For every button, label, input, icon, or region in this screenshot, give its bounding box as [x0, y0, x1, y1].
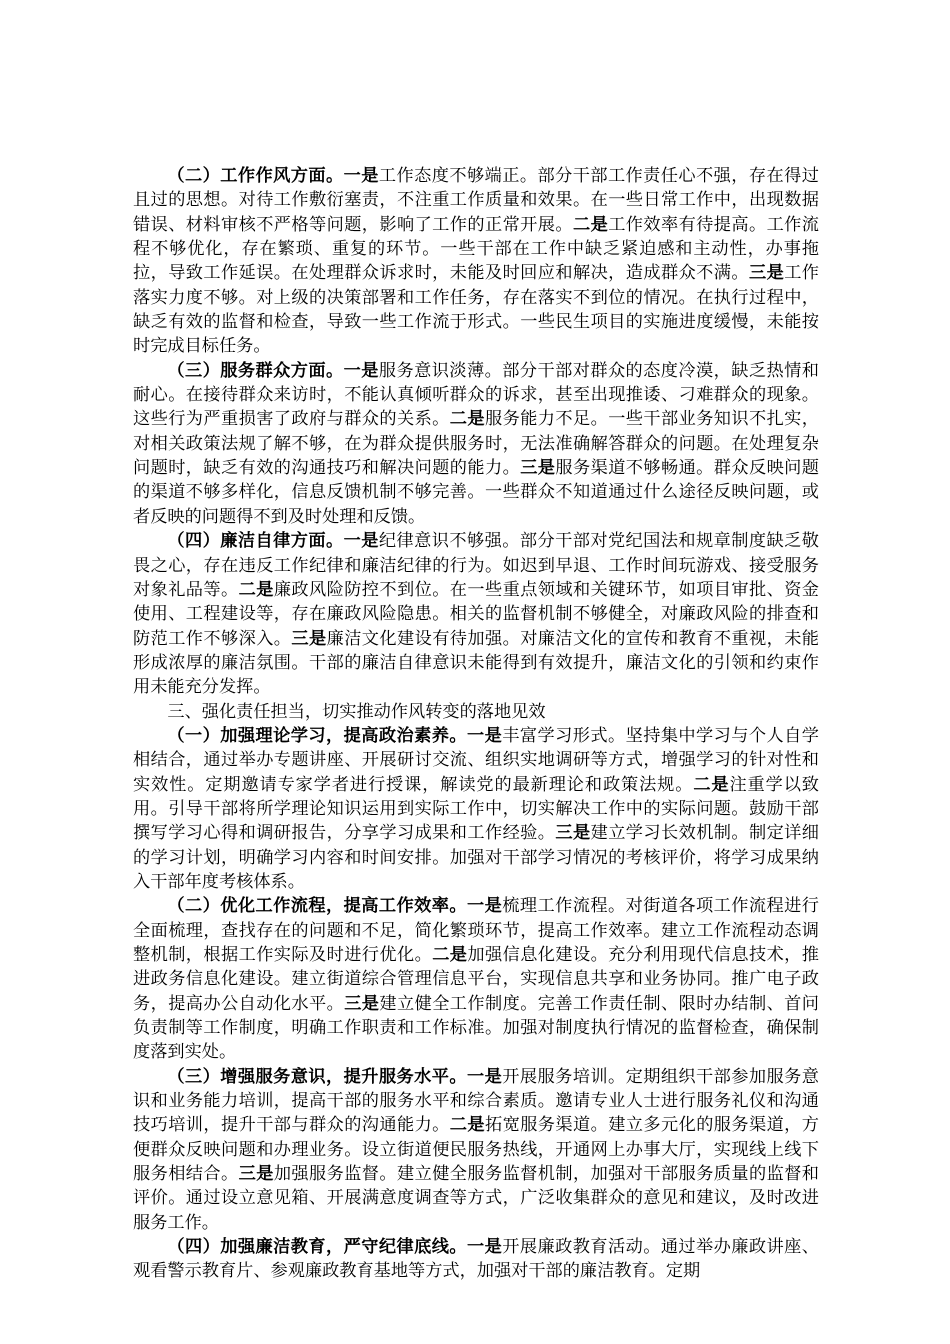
text-run: 开展服务培训。定期组织干部参加服务意识和业务能力培训，提高干部的服务水平和综合素质。邀请专业人士进行服务礼仪和沟通技巧培训，提升干部与群众的沟通能力。 [133, 1066, 819, 1136]
text-run: 建立健全工作制度。完善工作责任制、限时办结制、首问负责制等工作制度，明确工作职责和工作标准。加强对制度执行情况的监督检查，确保制度落到实处。 [133, 993, 819, 1063]
text-run: 拓宽服务渠道。建立多元化的服务渠道，方便群众反映问题和办理业务。设立街道便民服务热线，开通网上办事大厅，实现线上线下服务相结合。 [133, 1115, 819, 1185]
bold-text-run: 三是 [344, 993, 380, 1014]
text-run: 服务能力不足。一些干部业务知识不扎实，对相关政策法规了解不够，在为群众提供服务时，无法准确解答群众的问题。在处理复杂问题时，缺乏有效的沟通技巧和解决问题的能力。 [133, 409, 819, 479]
bold-text-run: 一是 [466, 1066, 503, 1087]
bold-text-run: （三）服务群众方面。 [167, 360, 344, 381]
body-paragraph [133, 724, 819, 894]
bold-text-run: 一是 [343, 531, 379, 552]
document-page [133, 164, 819, 1284]
bold-text-run: 二是 [693, 774, 730, 795]
bold-text-run: 二是 [449, 409, 485, 430]
text-run: 注重学以致用。引导干部将所学理论知识运用到实际工作中，切实解决工作中的实际问题。鼓励干部撰写学习心得和调研报告，分享学习成果和工作经验。 [133, 774, 819, 844]
bold-text-run: 二是 [432, 945, 468, 965]
bold-text-run: （四）加强廉洁教育，严守纪律底线。 [167, 1237, 467, 1258]
text-run: 服务意识淡薄。部分干部对群众的态度冷漠，缺乏热情和耐心。在接待群众来访时，不能认真倾听群众的诉求，甚至出现推诿、刁难群众的现象。这些行为严重损害了政府与群众的关系。 [133, 360, 819, 430]
bold-text-run: （一）加强理论学习，提高政治素养。 [167, 725, 467, 746]
bold-text-run: （四）廉洁自律方面。 [167, 531, 344, 552]
body-paragraph [133, 1235, 819, 1284]
text-run: 服务渠道不够畅通。群众反映问题的渠道不够多样化，信息反馈机制不够完善。一些群众不知道通过什么途径反映问题，或者反映的问题得不到及时处理和反馈。 [133, 458, 819, 527]
text-run: 加强服务监督。建立健全服务监督机制，加强对干部服务质量的监督和评价。通过设立意见箱、开展满意度调查等方式，广泛收集群众的意见和建议，及时改进服务工作。 [133, 1164, 819, 1233]
bold-text-run: 三是 [291, 628, 327, 649]
text-run: 纪律意识不够强。部分干部对党纪国法和规章制度缺乏敬畏之心，存在违反工作纪律和廉洁纪律的行为。如迟到早退、工作时间玩游戏、接受服务对象礼品等。 [133, 531, 819, 600]
text-run: 开展廉政教育活动。通过举办廉政讲座、观看警示教育片、参观廉政教育基地等方式，加强对干部的廉洁教育。定期 [133, 1237, 819, 1282]
section-heading [133, 700, 819, 724]
bold-text-run: （二）优化工作流程，提高工作效率。 [167, 896, 467, 917]
text-run: 三、强化责任担当，切实推动作风转变的落地见效 [167, 701, 546, 722]
text-run: 工作效率有待提高。工作流程不够优化，存在繁琐、重复的环节。一些干部在工作中缺乏紧迫感和主动性，办事拖拉，导致工作延误。在处理群众诉求时，未能及时回应和解决，造成群众不满。 [133, 214, 819, 284]
bold-text-run: 二是 [449, 1115, 485, 1136]
body-paragraph [133, 894, 819, 1064]
bold-text-run: 二是 [572, 214, 609, 235]
bold-text-run: （三）增强服务意识，提升服务水平。 [167, 1066, 467, 1087]
bold-text-run: 一是 [343, 166, 379, 186]
bold-text-run: 三是 [555, 823, 591, 844]
body-paragraph [133, 1065, 819, 1235]
text-run: 工作态度不够端正。部分干部工作责任心不强，存在得过且过的思想。对待工作敷衍塞责，不注重工作质量和效果。在一些日常工作中，出现数据错误、材料审核不严格等问题，影响了工作的正常开展。 [133, 166, 819, 235]
text-run: 建立学习长效机制。制定详细的学习计划，明确学习内容和时间安排。加强对干部学习情况的考核评价，将学习成果纳入干部年度考核体系。 [133, 823, 819, 892]
body-paragraph [133, 359, 819, 529]
bold-text-run: 二是 [238, 579, 274, 600]
text-run: 工作落实力度不够。对上级的决策部署和工作任务，存在落实不到位的情况。在执行过程中，缺乏有效的监督和检查，导致一些工作流于形式。一些民生项目的实施进度缓慢，未能按时完成目标任务。 [133, 263, 819, 357]
text-run: 梳理工作流程。对街道各项工作流程进行全面梳理，查找存在的问题和不足，简化繁琐环节，提高工作效率。建立工作流程动态调整机制，根据工作实际及时进行优化。 [133, 896, 819, 965]
bold-text-run: 三是 [238, 1164, 274, 1185]
bold-text-run: 一是 [466, 1237, 503, 1258]
bold-text-run: 一是 [466, 896, 503, 917]
body-paragraph [133, 164, 819, 359]
text-run: 廉洁文化建设有待加强。对廉洁文化的宣传和教育不重视，未能形成浓厚的廉洁氛围。干部的廉洁自律意识未能得到有效提升，廉洁文化的引领和约束作用未能充分发挥。 [133, 628, 819, 698]
text-run: 廉政风险防控不到位。在一些重点领域和关键环节，如项目审批、资金使用、工程建设等，存在廉政风险隐患。相关的监督机制不够健全，对廉政风险的排查和防范工作不够深入。 [133, 579, 819, 649]
bold-text-run: 一是 [343, 360, 379, 381]
bold-text-run: 一是 [466, 725, 503, 746]
bold-text-run: 三是 [520, 458, 556, 479]
bold-text-run: （二）工作作风方面。 [167, 166, 344, 186]
bold-text-run: 三是 [748, 263, 785, 284]
text-run: 加强信息化建设。充分利用现代信息技术，推进政务信息化建设。建立街道综合管理信息平台，实现信息共享和业务协同。推广电子政务，提高办公自动化水平。 [133, 945, 819, 1014]
text-run: 丰富学习形式。坚持集中学习与个人自学相结合，通过举办专题讲座、开展研讨交流、组织实地调研等方式，增强学习的针对性和实效性。定期邀请专家学者进行授课，解读党的最新理论和政策法规。 [133, 725, 819, 795]
body-paragraph [133, 529, 819, 699]
